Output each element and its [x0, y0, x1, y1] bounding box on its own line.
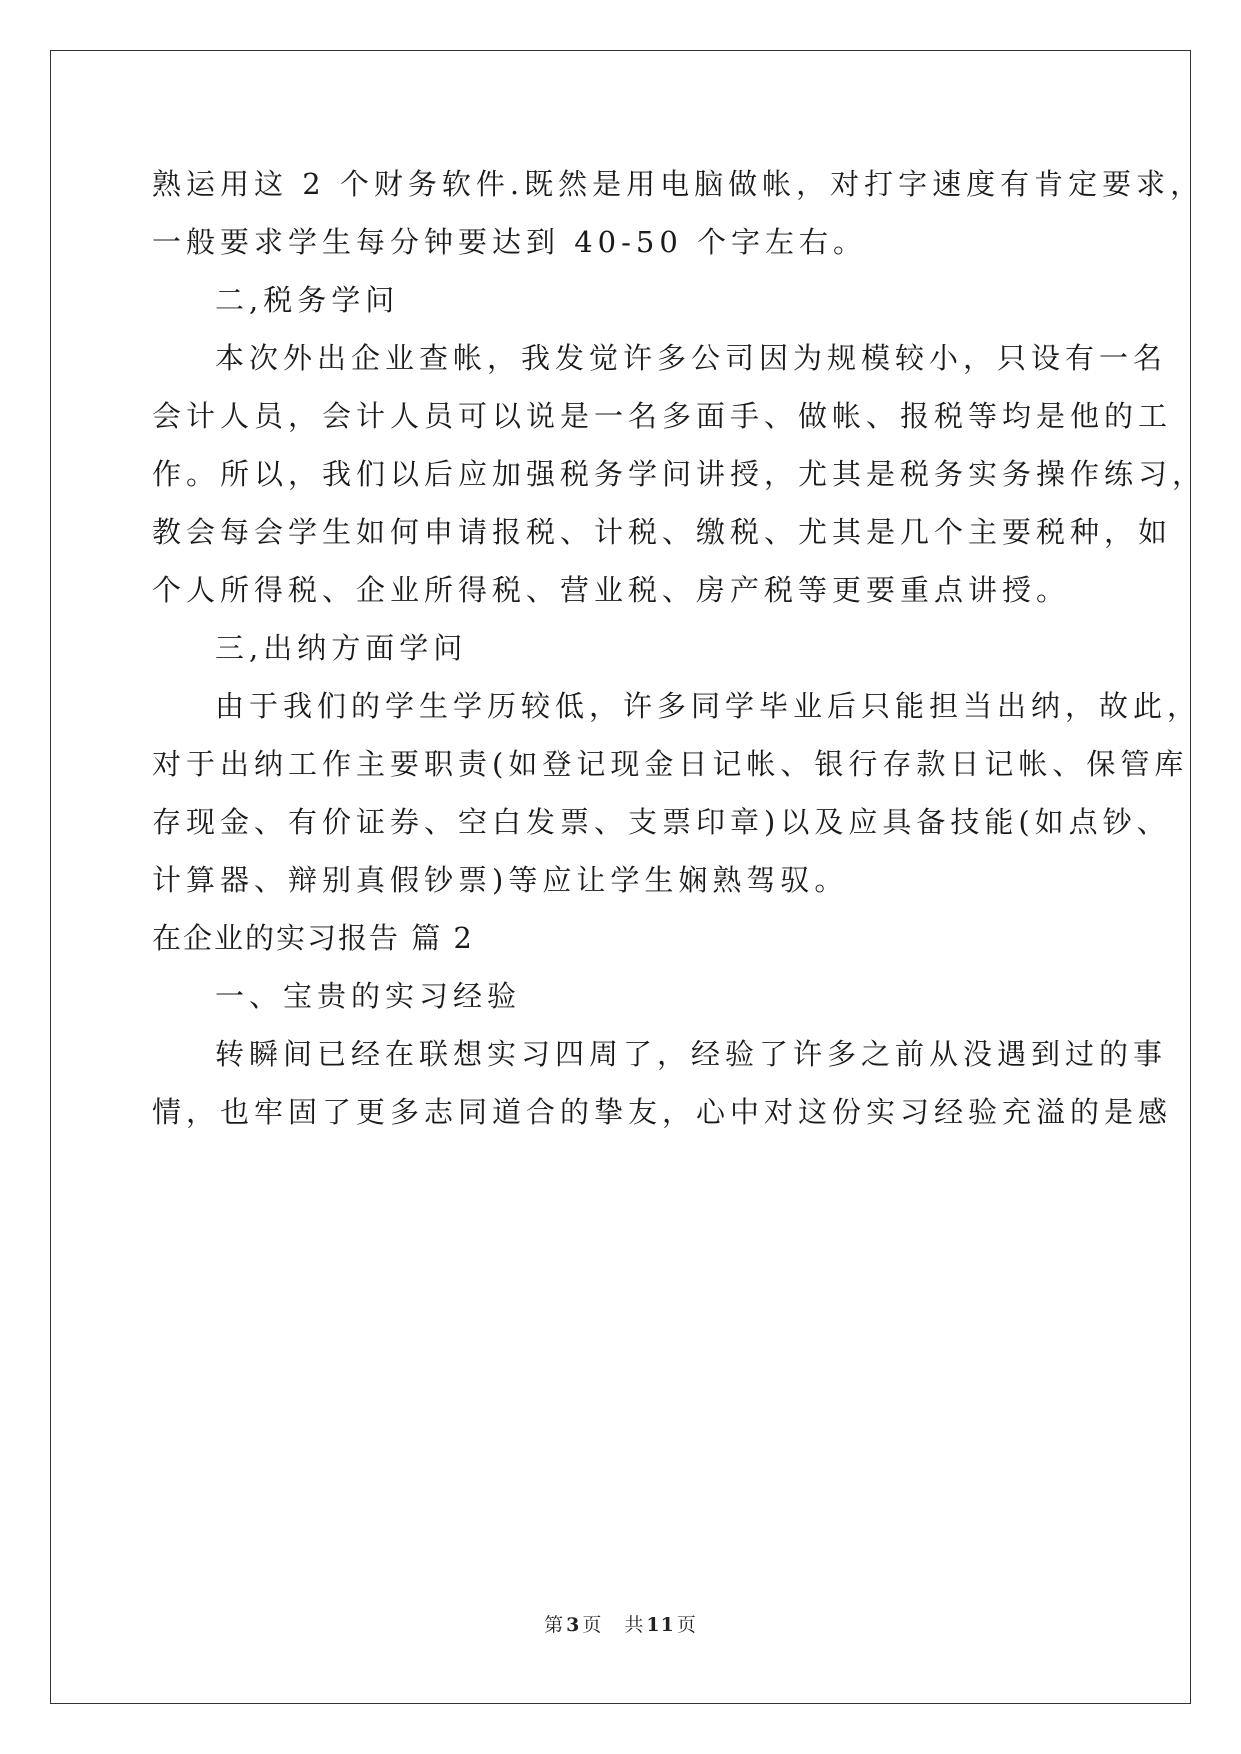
section-heading: 三,出纳方面学问: [215, 631, 468, 665]
footer-total-pages: 11: [646, 1614, 675, 1636]
text-line: 本次外出企业查帐，我发觉许多公司因为规模较小，只设有一名: [215, 341, 1168, 375]
text-line: 一般要求学生每分钟要达到 40-50 个字左右。: [152, 225, 868, 259]
text-line: 转瞬间已经在联想实习四周了，经验了许多之前从没遇到过的事: [215, 1037, 1168, 1071]
section-heading: 一、宝贵的实习经验: [215, 979, 522, 1013]
text-line: 熟运用这 2 个财务软件.既然是用电脑做帐，对打字速度有肯定要求，: [152, 167, 1205, 201]
footer-total-prefix: 共: [624, 1614, 645, 1636]
text-line: 会计人员，会计人员可以说是一名多面手、做帐、报税等均是他的工: [152, 399, 1173, 433]
page-footer: [0, 1610, 1241, 1637]
text-line: 个人所得税、企业所得税、营业税、房产税等更要重点讲授。: [152, 573, 1071, 607]
footer-prefix: 第: [544, 1614, 565, 1636]
section-heading: 二,税务学问: [215, 283, 400, 317]
text-line: 由于我们的学生学历较低，许多同学毕业后只能担当出纳，故此，: [215, 689, 1202, 723]
text-line: 存现金、有价证券、空白发票、支票印章)以及应具备技能(如点钞、: [152, 805, 1171, 839]
footer-page-suffix: 页: [582, 1614, 603, 1636]
document-body: [152, 155, 1207, 1141]
article-title: 在企业的实习报告 篇 2: [152, 921, 474, 955]
text-line: 作。所以，我们以后应加强税务学问讲授，尤其是税务实务操作练习，: [152, 457, 1207, 491]
footer-page-number: 3: [566, 1614, 581, 1636]
footer-total-suffix: 页: [676, 1614, 697, 1636]
text-line: 计算器、辩别真假钞票)等应让学生娴熟驾驭。: [152, 863, 849, 897]
text-line: 对于出纳工作主要职责(如登记现金日记帐、银行存款日记帐、保管库: [152, 747, 1189, 781]
text-line: 情，也牢固了更多志同道合的挚友，心中对这份实习经验充溢的是感: [152, 1095, 1173, 1129]
text-line: 教会每会学生如何申请报税、计税、缴税、尤其是几个主要税种，如: [152, 515, 1173, 549]
